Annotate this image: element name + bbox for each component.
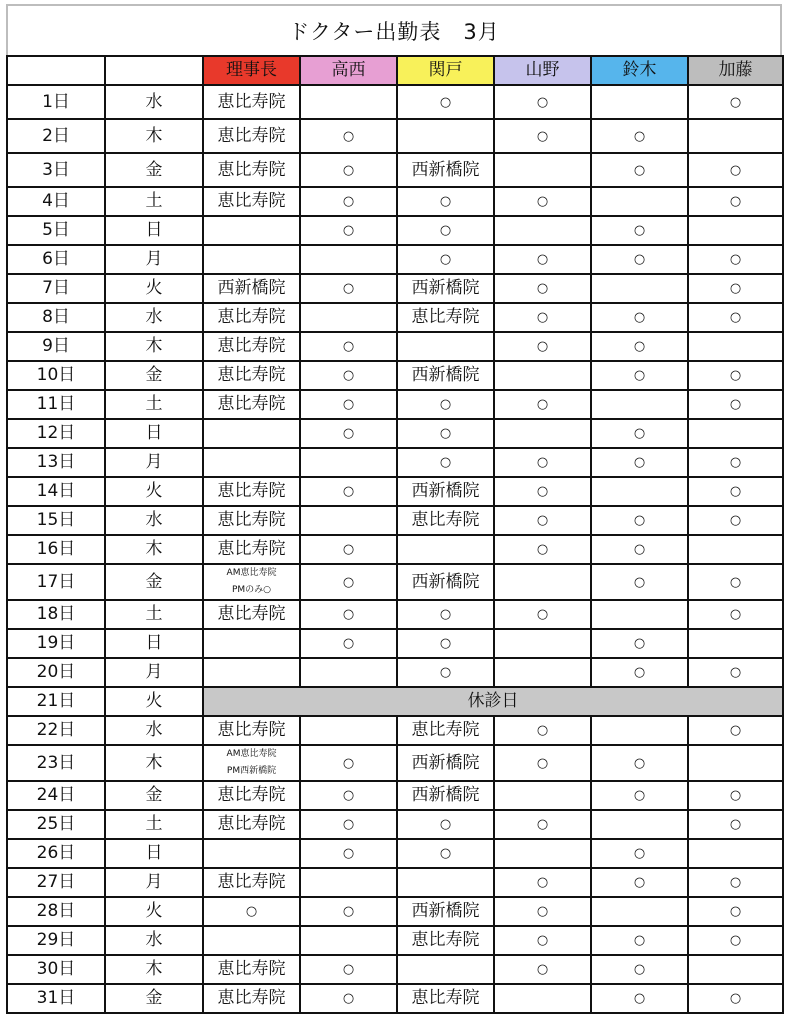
schedule-cell-kato: ○: [688, 361, 783, 390]
schedule-cell-yamano: ○: [494, 600, 591, 629]
schedule-cell-yamano: ○: [494, 448, 591, 477]
schedule-cell-sekido: ○: [397, 629, 494, 658]
schedule-cell-rijicho: 西新橋院: [203, 274, 300, 303]
schedule-cell-yamano: ○: [494, 716, 591, 745]
schedule-cell-suzuki: ○: [591, 839, 688, 868]
schedule-cell-rijicho: [203, 926, 300, 955]
schedule-cell-rijicho: ○: [203, 897, 300, 926]
date-cell: 24日: [7, 781, 105, 810]
schedule-cell-takanishi: ○: [300, 781, 397, 810]
schedule-cell-kato: [688, 332, 783, 361]
schedule-cell-sekido: 恵比寿院: [397, 303, 494, 332]
date-cell: 6日: [7, 245, 105, 274]
schedule-cell-yamano: [494, 216, 591, 245]
schedule-cell-sekido: 西新橋院: [397, 897, 494, 926]
schedule-cell-rijicho: 恵比寿院: [203, 187, 300, 216]
schedule-cell-suzuki: ○: [591, 629, 688, 658]
weekday-cell: 水: [105, 926, 203, 955]
date-cell: 25日: [7, 810, 105, 839]
schedule-cell-suzuki: [591, 477, 688, 506]
schedule-cell-sekido: ○: [397, 448, 494, 477]
schedule-cell-rijicho: [203, 419, 300, 448]
schedule-cell-sekido: 西新橋院: [397, 781, 494, 810]
table-row: [7, 216, 783, 245]
schedule-cell-yamano: ○: [494, 390, 591, 419]
schedule-cell-kato: ○: [688, 85, 783, 119]
schedule-cell-rijicho: [203, 216, 300, 245]
schedule-cell-suzuki: ○: [591, 303, 688, 332]
schedule-cell-rijicho: 恵比寿院: [203, 781, 300, 810]
schedule-cell-takanishi: [300, 245, 397, 274]
schedule-cell-sekido: ○: [397, 658, 494, 687]
schedule-cell-suzuki: ○: [591, 564, 688, 600]
schedule-cell-takanishi: ○: [300, 897, 397, 926]
date-cell: 31日: [7, 984, 105, 1013]
weekday-cell: 金: [105, 564, 203, 600]
date-cell: 8日: [7, 303, 105, 332]
schedule-cell-kato: ○: [688, 564, 783, 600]
date-cell: 2日: [7, 119, 105, 153]
schedule-cell-rijicho: 恵比寿院: [203, 535, 300, 564]
schedule-cell-yamano: [494, 839, 591, 868]
schedule-table: [6, 55, 784, 1014]
schedule-cell-suzuki: [591, 600, 688, 629]
table-row: [7, 535, 783, 564]
weekday-cell: 金: [105, 781, 203, 810]
schedule-cell-kato: [688, 745, 783, 781]
schedule-cell-kato: [688, 119, 783, 153]
weekday-cell: 木: [105, 955, 203, 984]
schedule-cell-kato: ○: [688, 477, 783, 506]
header-doctor-yamano: 山野: [494, 56, 591, 85]
schedule-cell-yamano: [494, 629, 591, 658]
header-date-column: [7, 56, 105, 85]
schedule-cell-rijicho: 恵比寿院: [203, 361, 300, 390]
schedule-cell-suzuki: ○: [591, 745, 688, 781]
schedule-cell-sekido: ○: [397, 839, 494, 868]
schedule-cell-suzuki: [591, 187, 688, 216]
schedule-cell-yamano: ○: [494, 506, 591, 535]
schedule-cell-rijicho: 恵比寿院: [203, 810, 300, 839]
schedule-cell-rijicho: 恵比寿院: [203, 600, 300, 629]
schedule-cell-suzuki: [591, 716, 688, 745]
schedule-cell-sekido: ○: [397, 419, 494, 448]
table-row: [7, 868, 783, 897]
schedule-cell-suzuki: ○: [591, 781, 688, 810]
date-cell: 3日: [7, 153, 105, 187]
schedule-cell-takanishi: ○: [300, 955, 397, 984]
date-cell: 20日: [7, 658, 105, 687]
schedule-cell-suzuki: ○: [591, 658, 688, 687]
schedule-cell-sekido: ○: [397, 245, 494, 274]
schedule-cell-rijicho: [203, 448, 300, 477]
schedule-cell-takanishi: ○: [300, 535, 397, 564]
schedule-cell-takanishi: ○: [300, 477, 397, 506]
schedule-cell-kato: ○: [688, 810, 783, 839]
schedule-cell-takanishi: ○: [300, 984, 397, 1013]
table-row: [7, 839, 783, 868]
weekday-cell: 金: [105, 984, 203, 1013]
date-cell: 29日: [7, 926, 105, 955]
date-cell: 26日: [7, 839, 105, 868]
date-cell: 13日: [7, 448, 105, 477]
schedule-cell-rijicho: [203, 839, 300, 868]
schedule-cell-sekido: ○: [397, 810, 494, 839]
table-row: [7, 506, 783, 535]
schedule-cell-rijicho: 恵比寿院: [203, 984, 300, 1013]
table-row: [7, 955, 783, 984]
weekday-cell: 土: [105, 187, 203, 216]
date-cell: 28日: [7, 897, 105, 926]
schedule-cell-takanishi: ○: [300, 119, 397, 153]
date-cell: 10日: [7, 361, 105, 390]
schedule-cell-rijicho: [203, 245, 300, 274]
schedule-cell-kato: ○: [688, 658, 783, 687]
date-cell: 23日: [7, 745, 105, 781]
schedule-cell-yamano: ○: [494, 897, 591, 926]
weekday-cell: 水: [105, 506, 203, 535]
table-row: [7, 390, 783, 419]
schedule-cell-yamano: ○: [494, 119, 591, 153]
date-cell: 21日: [7, 687, 105, 716]
table-row: [7, 361, 783, 390]
schedule-cell-rijicho: AM恵比寿院 PM西新橋院: [203, 745, 300, 781]
schedule-cell-yamano: [494, 564, 591, 600]
schedule-cell-rijicho: 恵比寿院: [203, 477, 300, 506]
date-cell: 19日: [7, 629, 105, 658]
schedule-cell-kato: ○: [688, 245, 783, 274]
schedule-cell-takanishi: ○: [300, 332, 397, 361]
schedule-cell-takanishi: ○: [300, 600, 397, 629]
weekday-cell: 火: [105, 687, 203, 716]
table-row: [7, 629, 783, 658]
table-row: [7, 303, 783, 332]
schedule-cell-sekido: 西新橋院: [397, 274, 494, 303]
weekday-cell: 水: [105, 303, 203, 332]
table-row: [7, 419, 783, 448]
schedule-cell-takanishi: ○: [300, 745, 397, 781]
schedule-cell-rijicho: 恵比寿院: [203, 332, 300, 361]
schedule-cell-yamano: [494, 658, 591, 687]
schedule-cell-kato: ○: [688, 187, 783, 216]
schedule-cell-sekido: 西新橋院: [397, 153, 494, 187]
schedule-cell-rijicho: AM恵比寿院 PMのみ○: [203, 564, 300, 600]
schedule-cell-kato: [688, 419, 783, 448]
schedule-cell-rijicho: [203, 629, 300, 658]
weekday-cell: 金: [105, 361, 203, 390]
header-doctor-rijicho: 理事長: [203, 56, 300, 85]
weekday-cell: 土: [105, 390, 203, 419]
weekday-cell: 日: [105, 629, 203, 658]
table-row: [7, 810, 783, 839]
schedule-cell-yamano: [494, 984, 591, 1013]
schedule-cell-sekido: ○: [397, 390, 494, 419]
schedule-cell-yamano: ○: [494, 926, 591, 955]
schedule-cell-takanishi: ○: [300, 274, 397, 303]
schedule-cell-suzuki: ○: [591, 506, 688, 535]
page-title: ドクター出勤表 3月: [6, 4, 782, 55]
schedule-cell-suzuki: ○: [591, 955, 688, 984]
weekday-cell: 火: [105, 274, 203, 303]
schedule-cell-takanishi: [300, 303, 397, 332]
date-cell: 12日: [7, 419, 105, 448]
schedule-cell-sekido: [397, 955, 494, 984]
weekday-cell: 水: [105, 716, 203, 745]
schedule-cell-kato: ○: [688, 390, 783, 419]
weekday-cell: 月: [105, 245, 203, 274]
schedule-cell-rijicho: 恵比寿院: [203, 303, 300, 332]
table-row: [7, 600, 783, 629]
schedule-cell-sekido: 西新橋院: [397, 477, 494, 506]
date-cell: 4日: [7, 187, 105, 216]
schedule-cell-sekido: ○: [397, 216, 494, 245]
schedule-cell-takanishi: ○: [300, 564, 397, 600]
weekday-cell: 火: [105, 897, 203, 926]
weekday-cell: 月: [105, 448, 203, 477]
weekday-cell: 木: [105, 535, 203, 564]
schedule-cell-takanishi: ○: [300, 187, 397, 216]
date-cell: 9日: [7, 332, 105, 361]
schedule-cell-takanishi: [300, 658, 397, 687]
schedule-cell-yamano: ○: [494, 332, 591, 361]
schedule-cell-takanishi: ○: [300, 390, 397, 419]
schedule-cell-sekido: [397, 868, 494, 897]
schedule-cell-takanishi: ○: [300, 216, 397, 245]
header-doctor-kato: 加藤: [688, 56, 783, 85]
schedule-cell-kato: ○: [688, 274, 783, 303]
schedule-cell-suzuki: [591, 274, 688, 303]
date-cell: 18日: [7, 600, 105, 629]
schedule-cell-kato: ○: [688, 926, 783, 955]
schedule-cell-takanishi: [300, 868, 397, 897]
schedule-cell-yamano: ○: [494, 535, 591, 564]
schedule-cell-yamano: ○: [494, 955, 591, 984]
date-cell: 7日: [7, 274, 105, 303]
table-row: [7, 716, 783, 745]
table-row: [7, 187, 783, 216]
schedule-cell-sekido: [397, 119, 494, 153]
schedule-cell-suzuki: ○: [591, 535, 688, 564]
schedule-cell-kato: [688, 629, 783, 658]
schedule-cell-sekido: 恵比寿院: [397, 926, 494, 955]
table-row: [7, 781, 783, 810]
weekday-cell: 木: [105, 332, 203, 361]
date-cell: 30日: [7, 955, 105, 984]
weekday-cell: 土: [105, 600, 203, 629]
schedule-cell-rijicho: 恵比寿院: [203, 390, 300, 419]
schedule-cell-suzuki: ○: [591, 119, 688, 153]
schedule-cell-sekido: 西新橋院: [397, 745, 494, 781]
schedule-cell-kato: ○: [688, 448, 783, 477]
date-cell: 11日: [7, 390, 105, 419]
table-row: [7, 153, 783, 187]
schedule-cell-suzuki: ○: [591, 448, 688, 477]
schedule-cell-yamano: ○: [494, 745, 591, 781]
weekday-cell: 日: [105, 839, 203, 868]
schedule-cell-rijicho: 恵比寿院: [203, 119, 300, 153]
schedule-cell-kato: [688, 839, 783, 868]
date-cell: 15日: [7, 506, 105, 535]
header-doctor-sekido: 関戸: [397, 56, 494, 85]
schedule-cell-yamano: ○: [494, 810, 591, 839]
schedule-cell-suzuki: ○: [591, 245, 688, 274]
schedule-cell-kato: ○: [688, 600, 783, 629]
holiday-cell: 休診日: [203, 687, 783, 716]
schedule-cell-rijicho: [203, 658, 300, 687]
schedule-cell-takanishi: [300, 85, 397, 119]
weekday-cell: 日: [105, 216, 203, 245]
schedule-cell-rijicho: 恵比寿院: [203, 506, 300, 535]
schedule-cell-takanishi: [300, 506, 397, 535]
schedule-cell-kato: ○: [688, 153, 783, 187]
schedule-cell-takanishi: [300, 716, 397, 745]
weekday-cell: 金: [105, 153, 203, 187]
schedule-cell-sekido: 恵比寿院: [397, 506, 494, 535]
schedule-cell-sekido: 西新橋院: [397, 564, 494, 600]
weekday-cell: 水: [105, 85, 203, 119]
schedule-cell-yamano: ○: [494, 187, 591, 216]
schedule-cell-takanishi: ○: [300, 629, 397, 658]
schedule-cell-sekido: [397, 332, 494, 361]
weekday-cell: 火: [105, 477, 203, 506]
date-cell: 27日: [7, 868, 105, 897]
weekday-cell: 月: [105, 868, 203, 897]
date-cell: 14日: [7, 477, 105, 506]
weekday-cell: 月: [105, 658, 203, 687]
schedule-cell-suzuki: ○: [591, 926, 688, 955]
schedule-cell-rijicho: 恵比寿院: [203, 153, 300, 187]
schedule-cell-yamano: ○: [494, 245, 591, 274]
schedule-cell-takanishi: [300, 926, 397, 955]
schedule-cell-suzuki: ○: [591, 153, 688, 187]
schedule-cell-kato: ○: [688, 868, 783, 897]
header-doctor-suzuki: 鈴木: [591, 56, 688, 85]
date-cell: 5日: [7, 216, 105, 245]
schedule-cell-yamano: ○: [494, 85, 591, 119]
schedule-cell-yamano: ○: [494, 303, 591, 332]
schedule-cell-yamano: [494, 781, 591, 810]
schedule-cell-kato: [688, 955, 783, 984]
schedule-cell-sekido: 恵比寿院: [397, 984, 494, 1013]
weekday-cell: 日: [105, 419, 203, 448]
weekday-cell: 木: [105, 745, 203, 781]
schedule-cell-rijicho: 恵比寿院: [203, 955, 300, 984]
table-row: [7, 687, 783, 716]
date-cell: 17日: [7, 564, 105, 600]
schedule-cell-rijicho: 恵比寿院: [203, 868, 300, 897]
schedule-cell-sekido: ○: [397, 187, 494, 216]
header-weekday-column: [105, 56, 203, 85]
date-cell: 22日: [7, 716, 105, 745]
schedule-cell-kato: [688, 216, 783, 245]
schedule-cell-kato: [688, 535, 783, 564]
schedule-cell-suzuki: ○: [591, 984, 688, 1013]
schedule-cell-takanishi: ○: [300, 839, 397, 868]
table-row: [7, 332, 783, 361]
schedule-sheet: [6, 4, 782, 1014]
schedule-cell-takanishi: ○: [300, 361, 397, 390]
schedule-cell-yamano: [494, 361, 591, 390]
schedule-cell-kato: ○: [688, 303, 783, 332]
schedule-cell-suzuki: [591, 810, 688, 839]
table-row: [7, 274, 783, 303]
schedule-cell-rijicho: 恵比寿院: [203, 85, 300, 119]
schedule-cell-takanishi: ○: [300, 810, 397, 839]
table-row: [7, 745, 783, 781]
table-row: [7, 658, 783, 687]
table-row: [7, 984, 783, 1013]
schedule-cell-yamano: ○: [494, 868, 591, 897]
schedule-cell-sekido: ○: [397, 600, 494, 629]
schedule-cell-rijicho: 恵比寿院: [203, 716, 300, 745]
schedule-cell-suzuki: ○: [591, 216, 688, 245]
table-row: [7, 897, 783, 926]
table-row: [7, 477, 783, 506]
schedule-cell-yamano: [494, 153, 591, 187]
schedule-cell-kato: ○: [688, 984, 783, 1013]
schedule-cell-suzuki: ○: [591, 361, 688, 390]
schedule-cell-yamano: ○: [494, 477, 591, 506]
schedule-cell-suzuki: ○: [591, 868, 688, 897]
table-row: [7, 564, 783, 600]
schedule-cell-sekido: 恵比寿院: [397, 716, 494, 745]
schedule-cell-takanishi: [300, 448, 397, 477]
date-cell: 16日: [7, 535, 105, 564]
header-doctor-takanishi: 高西: [300, 56, 397, 85]
header-row: [7, 56, 783, 85]
table-row: [7, 85, 783, 119]
table-row: [7, 448, 783, 477]
schedule-cell-suzuki: ○: [591, 332, 688, 361]
table-row: [7, 926, 783, 955]
schedule-cell-yamano: [494, 419, 591, 448]
schedule-cell-sekido: [397, 535, 494, 564]
table-row: [7, 245, 783, 274]
schedule-cell-kato: ○: [688, 897, 783, 926]
table-row: [7, 119, 783, 153]
schedule-cell-suzuki: ○: [591, 419, 688, 448]
schedule-cell-sekido: 西新橋院: [397, 361, 494, 390]
schedule-cell-takanishi: ○: [300, 419, 397, 448]
weekday-cell: 土: [105, 810, 203, 839]
weekday-cell: 木: [105, 119, 203, 153]
date-cell: 1日: [7, 85, 105, 119]
schedule-cell-suzuki: [591, 897, 688, 926]
schedule-cell-kato: ○: [688, 716, 783, 745]
schedule-cell-suzuki: [591, 390, 688, 419]
schedule-cell-suzuki: [591, 85, 688, 119]
schedule-cell-takanishi: ○: [300, 153, 397, 187]
schedule-cell-kato: ○: [688, 781, 783, 810]
schedule-cell-sekido: ○: [397, 85, 494, 119]
schedule-cell-kato: ○: [688, 506, 783, 535]
schedule-cell-yamano: ○: [494, 274, 591, 303]
